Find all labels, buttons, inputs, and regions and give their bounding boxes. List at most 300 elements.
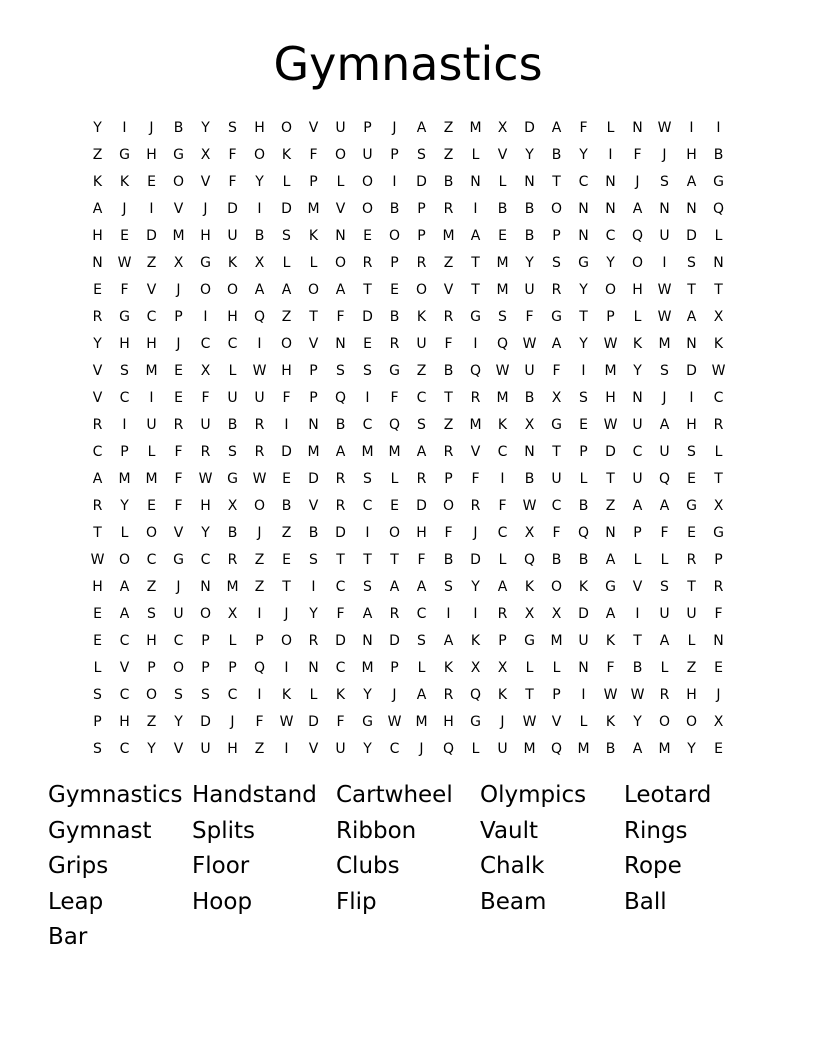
grid-letter: S [363, 362, 372, 379]
word-list-item: Bar [48, 924, 88, 950]
grid-letter: O [334, 254, 347, 271]
grid-letter: O [253, 497, 266, 514]
grid-letter: A [659, 416, 670, 433]
grid-letter: K [497, 686, 508, 703]
grid-letter: R [254, 443, 265, 460]
grid-letter: Z [146, 254, 157, 271]
grid-letter: H [200, 497, 211, 514]
grid-letter: P [579, 443, 588, 460]
grid-letter: F [417, 551, 426, 568]
grid-letter: R [389, 605, 400, 622]
grid-letter: I [257, 200, 262, 217]
grid-letter: T [552, 443, 561, 460]
grid-letter: K [443, 659, 454, 676]
grid-letter: W [630, 686, 645, 703]
grid-letter: V [92, 389, 103, 406]
grid-row [84, 303, 734, 330]
grid-letter: E [363, 335, 372, 352]
grid-letter: K [713, 335, 724, 352]
grid-letter: Q [469, 362, 482, 379]
grid-letter: X [551, 389, 562, 406]
grid-letter: H [146, 335, 157, 352]
grid-letter: R [497, 605, 508, 622]
grid-letter: Q [631, 227, 644, 244]
grid-row [84, 276, 734, 303]
grid-letter: T [93, 524, 102, 541]
grid-letter: S [309, 551, 318, 568]
grid-letter: O [361, 200, 374, 217]
grid-letter: Q [442, 740, 455, 757]
grid-letter: J [284, 605, 289, 622]
grid-letter: E [687, 470, 696, 487]
grid-letter: J [149, 119, 154, 136]
grid-letter: G [227, 470, 238, 487]
grid-letter: B [578, 497, 589, 514]
grid-letter: B [227, 524, 238, 541]
grid-letter: S [93, 686, 102, 703]
grid-letter: W [522, 497, 537, 514]
grid-letter: A [281, 281, 292, 298]
grid-letter: P [174, 308, 183, 325]
grid-letter: O [388, 227, 401, 244]
grid-letter: P [552, 686, 561, 703]
grid-letter: M [496, 281, 509, 298]
grid-letter: C [119, 389, 130, 406]
grid-letter: A [497, 578, 508, 595]
grid-letter: V [443, 281, 454, 298]
grid-letter: I [581, 362, 586, 379]
grid-letter: M [523, 740, 536, 757]
grid-letter: U [524, 362, 535, 379]
grid-letter: M [658, 740, 671, 757]
grid-row [84, 654, 734, 681]
grid-letter: T [633, 632, 642, 649]
grid-letter: L [579, 470, 588, 487]
grid-letter: E [93, 281, 102, 298]
grid-letter: N [713, 254, 724, 271]
grid-letter: L [228, 362, 237, 379]
grid-letter: F [228, 173, 237, 190]
grid-letter: V [173, 524, 184, 541]
grid-letter: I [635, 605, 640, 622]
grid-letter: R [92, 497, 103, 514]
grid-letter: H [146, 632, 157, 649]
grid-letter: K [470, 632, 481, 649]
grid-letter: R [470, 389, 481, 406]
grid-letter: H [227, 308, 238, 325]
grid-letter: F [174, 470, 183, 487]
grid-letter: E [93, 605, 102, 622]
grid-letter: D [416, 497, 427, 514]
grid-row [84, 681, 734, 708]
grid-letter: H [443, 713, 454, 730]
grid-letter: M [145, 362, 158, 379]
grid-letter: A [605, 551, 616, 568]
grid-letter: G [686, 497, 697, 514]
grid-letter: J [716, 686, 721, 703]
grid-letter: G [551, 416, 562, 433]
grid-letter: A [416, 686, 427, 703]
grid-letter: O [280, 335, 293, 352]
grid-letter: X [497, 119, 508, 136]
grid-letter: I [689, 119, 694, 136]
grid-letter: P [363, 119, 372, 136]
grid-letter: K [632, 335, 643, 352]
grid-letter: D [389, 632, 400, 649]
grid-letter: X [551, 605, 562, 622]
grid-row [84, 384, 734, 411]
grid-letter: S [687, 254, 696, 271]
grid-letter: T [525, 686, 534, 703]
grid-letter: R [254, 416, 265, 433]
grid-letter: S [120, 362, 129, 379]
grid-letter: L [552, 659, 561, 676]
grid-letter: S [552, 254, 561, 271]
grid-letter: I [311, 578, 316, 595]
grid-letter: B [524, 227, 535, 244]
word-list-item: Ball [624, 888, 667, 915]
grid-letter: R [713, 578, 724, 595]
grid-letter: R [227, 551, 238, 568]
grid-letter: Y [579, 335, 588, 352]
grid-letter: Q [388, 416, 401, 433]
grid-letter: D [335, 524, 346, 541]
grid-letter: R [416, 470, 427, 487]
grid-letter: Y [579, 281, 588, 298]
grid-letter: H [92, 578, 103, 595]
grid-letter: A [632, 497, 643, 514]
grid-letter: F [444, 335, 453, 352]
grid-letter: Z [605, 497, 616, 514]
grid-letter: R [551, 281, 562, 298]
grid-letter: T [282, 578, 291, 595]
grid-letter: O [172, 659, 185, 676]
grid-letter: W [522, 713, 537, 730]
grid-letter: N [362, 632, 373, 649]
grid-letter: A [335, 281, 346, 298]
grid-letter: G [605, 578, 616, 595]
grid-letter: G [524, 632, 535, 649]
grid-letter: K [335, 686, 346, 703]
grid-letter: M [145, 470, 158, 487]
grid-letter: G [200, 254, 211, 271]
grid-letter: I [365, 389, 370, 406]
grid-letter: V [308, 119, 319, 136]
grid-letter: P [552, 227, 561, 244]
grid-letter: U [335, 740, 346, 757]
grid-letter: A [686, 173, 697, 190]
grid-letter: C [92, 443, 103, 460]
grid-letter: B [713, 146, 724, 163]
grid-letter: N [632, 119, 643, 136]
grid-letter: A [443, 632, 454, 649]
grid-letter: L [579, 713, 588, 730]
grid-letter: X [173, 254, 184, 271]
grid-letter: W [603, 416, 618, 433]
grid-letter: C [389, 740, 400, 757]
grid-letter: F [633, 146, 642, 163]
grid-letter: I [365, 524, 370, 541]
grid-letter: I [257, 686, 262, 703]
grid-letter: M [496, 389, 509, 406]
grid-letter: H [686, 146, 697, 163]
grid-letter: B [443, 173, 454, 190]
grid-letter: K [308, 227, 319, 244]
grid-letter: U [686, 605, 697, 622]
grid-letter: S [687, 443, 696, 460]
grid-letter: X [227, 497, 238, 514]
grid-letter: Q [496, 335, 509, 352]
grid-letter: T [390, 551, 399, 568]
grid-letter: X [200, 362, 211, 379]
grid-letter: T [363, 281, 372, 298]
grid-letter: O [280, 632, 293, 649]
grid-letter: I [689, 389, 694, 406]
grid-letter: R [308, 632, 319, 649]
grid-letter: P [498, 632, 507, 649]
grid-letter: O [388, 524, 401, 541]
grid-letter: U [524, 281, 535, 298]
grid-letter: X [470, 659, 481, 676]
grid-letter: L [417, 659, 426, 676]
grid-letter: F [336, 713, 345, 730]
grid-letter: W [252, 470, 267, 487]
grid-letter: T [714, 281, 723, 298]
grid-letter: V [173, 740, 184, 757]
grid-letter: E [714, 659, 723, 676]
grid-letter: O [415, 281, 428, 298]
grid-letter: N [605, 173, 616, 190]
grid-letter: Y [147, 740, 156, 757]
grid-letter: I [122, 416, 127, 433]
grid-letter: D [281, 443, 292, 460]
grid-row [84, 627, 734, 654]
grid-letter: X [497, 659, 508, 676]
grid-letter: Z [443, 416, 454, 433]
grid-letter: O [307, 281, 320, 298]
grid-letter: X [713, 713, 724, 730]
word-list-item: Clubs [336, 853, 400, 879]
grid-letter: C [227, 686, 238, 703]
grid-letter: I [257, 335, 262, 352]
grid-letter: F [552, 362, 561, 379]
grid-letter: G [119, 308, 130, 325]
grid-letter: Z [281, 308, 292, 325]
grid-letter: Q [712, 200, 725, 217]
grid-letter: I [149, 200, 154, 217]
grid-letter: B [578, 551, 589, 568]
grid-letter: S [417, 632, 426, 649]
grid-letter: M [658, 335, 671, 352]
grid-letter: K [281, 686, 292, 703]
grid-letter: Y [363, 740, 372, 757]
grid-letter: N [578, 227, 589, 244]
grid-letter: S [498, 308, 507, 325]
grid-letter: S [147, 605, 156, 622]
grid-letter: E [174, 362, 183, 379]
word-list-item: Leap [48, 888, 104, 915]
grid-letter: Y [93, 335, 102, 352]
grid-letter: M [226, 578, 239, 595]
grid-letter: N [605, 524, 616, 541]
grid-letter: T [471, 254, 480, 271]
word-list-item: Olympics [480, 782, 587, 808]
grid-letter: A [470, 227, 481, 244]
grid-letter: C [362, 416, 373, 433]
grid-letter: A [551, 335, 562, 352]
grid-letter: V [119, 659, 130, 676]
grid-letter: O [145, 686, 158, 703]
grid-letter: D [281, 200, 292, 217]
grid-letter: U [416, 335, 427, 352]
grid-letter: O [604, 281, 617, 298]
grid-letter: P [417, 227, 426, 244]
grid-letter: L [633, 551, 642, 568]
grid-letter: W [603, 335, 618, 352]
grid-letter: W [657, 281, 672, 298]
grid-letter: S [228, 443, 237, 460]
grid-letter: U [362, 146, 373, 163]
grid-letter: R [416, 254, 427, 271]
grid-letter: J [419, 740, 424, 757]
grid-letter: B [605, 740, 616, 757]
grid-letter: P [390, 659, 399, 676]
grid-letter: C [416, 605, 427, 622]
grid-letter: Z [254, 578, 265, 595]
grid-letter: R [335, 497, 346, 514]
grid-letter: G [551, 308, 562, 325]
grid-letter: K [281, 146, 292, 163]
word-list-item: Rope [624, 853, 682, 879]
grid-letter: N [713, 632, 724, 649]
grid-letter: S [417, 146, 426, 163]
grid-letter: P [255, 632, 264, 649]
word-list-item: Rings [624, 817, 688, 844]
grid-letter: X [254, 254, 265, 271]
word-list-item: Ribbon [336, 817, 417, 844]
grid-letter: X [227, 605, 238, 622]
grid-letter: I [257, 605, 262, 622]
grid-letter: W [198, 470, 213, 487]
grid-letter: A [659, 632, 670, 649]
grid-letter: C [551, 497, 562, 514]
grid-letter: X [524, 416, 535, 433]
grid-letter: C [578, 173, 589, 190]
grid-letter: G [713, 173, 724, 190]
grid-letter: U [659, 227, 670, 244]
grid-row [84, 519, 734, 546]
grid-letter: D [524, 119, 535, 136]
grid-letter: B [551, 146, 562, 163]
grid-letter: O [658, 713, 671, 730]
grid-letter: B [254, 227, 265, 244]
grid-letter: J [176, 281, 181, 298]
grid-letter: O [631, 254, 644, 271]
grid-letter: I [662, 254, 667, 271]
word-list-item: Handstand [192, 782, 317, 808]
grid-letter: A [254, 281, 265, 298]
grid-row [84, 114, 734, 141]
grid-letter: L [525, 659, 534, 676]
grid-letter: G [470, 308, 481, 325]
grid-letter: L [309, 254, 318, 271]
grid-letter: C [119, 632, 130, 649]
grid-letter: M [496, 254, 509, 271]
grid-letter: H [632, 281, 643, 298]
grid-letter: P [633, 524, 642, 541]
grid-letter: D [335, 632, 346, 649]
grid-letter: Y [525, 254, 534, 271]
grid-letter: M [550, 632, 563, 649]
grid-letter: T [471, 281, 480, 298]
page-title: Gymnastics [273, 37, 543, 91]
grid-letter: A [119, 578, 130, 595]
grid-letter: L [471, 740, 480, 757]
grid-letter: W [657, 119, 672, 136]
grid-letter: A [335, 443, 346, 460]
grid-letter: M [604, 362, 617, 379]
grid-letter: B [632, 659, 643, 676]
grid-letter: C [362, 497, 373, 514]
word-list-item: Gymnastics [48, 782, 183, 808]
grid-letter: D [227, 200, 238, 217]
grid-letter: H [416, 524, 427, 541]
grid-letter: O [550, 578, 563, 595]
grid-letter: V [308, 740, 319, 757]
grid-letter: B [227, 416, 238, 433]
grid-letter: X [524, 605, 535, 622]
grid-letter: N [605, 200, 616, 217]
word-list [48, 778, 768, 956]
grid-letter: H [281, 362, 292, 379]
grid-letter: U [578, 632, 589, 649]
grid-letter: M [172, 227, 185, 244]
grid-letter: Y [309, 605, 318, 622]
grid-letter: N [92, 254, 103, 271]
grid-letter: V [632, 578, 643, 595]
word-list-item: Splits [192, 817, 255, 844]
grid-letter: U [551, 470, 562, 487]
grid-letter: U [497, 740, 508, 757]
grid-letter: C [119, 740, 130, 757]
grid-letter: U [632, 470, 643, 487]
grid-letter: I [716, 119, 721, 136]
grid-row [84, 222, 734, 249]
grid-letter: K [119, 173, 130, 190]
grid-letter: J [473, 524, 478, 541]
grid-letter: P [390, 146, 399, 163]
grid-letter: Y [579, 146, 588, 163]
grid-letter: P [309, 362, 318, 379]
grid-letter: F [606, 659, 615, 676]
grid-letter: E [147, 497, 156, 514]
grid-letter: M [388, 443, 401, 460]
grid-letter: W [387, 713, 402, 730]
grid-letter: C [119, 686, 130, 703]
word-list-item: Floor [192, 853, 250, 879]
grid-letter: F [552, 524, 561, 541]
word-list-item: Gymnast [48, 817, 152, 844]
grid-letter: D [470, 551, 481, 568]
grid-row [84, 735, 734, 762]
grid-letter: C [713, 389, 724, 406]
grid-letter: Z [416, 362, 427, 379]
word-list-item: Beam [480, 888, 547, 915]
grid-letter: U [659, 443, 670, 460]
grid-letter: S [444, 578, 453, 595]
grid-letter: G [713, 524, 724, 541]
grid-letter: J [176, 578, 181, 595]
